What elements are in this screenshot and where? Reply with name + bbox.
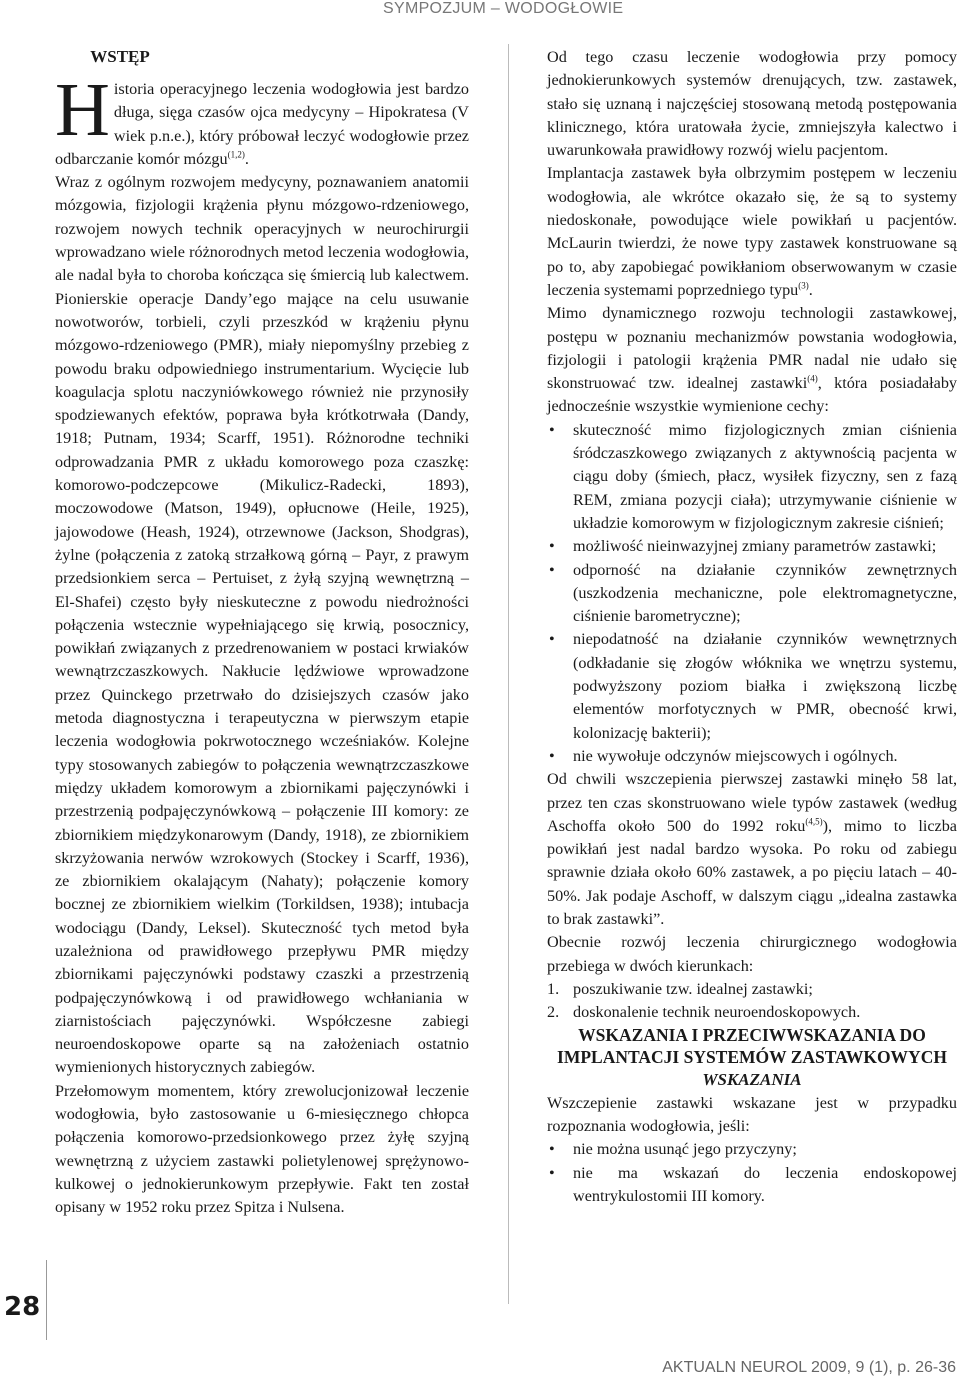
- page-number: 28: [4, 1292, 41, 1322]
- ideal-valve-text: Mimo dynamicznego rozwoju technologii zastawkowej, postępu w poznaniu mechanizmów powstania wodogłowia, fizjologii i patologii krążenia PMR nadal nie udało się skonstruować tzw. idealnej zastawki: [547, 304, 957, 393]
- complications-text: Od chwili wszczepienia pierwszej zastawki minęło 58 lat, przez ten czas skonstruowano wiele typów zastawek (według Aschoffa około 500 do 1992 roku: [547, 770, 957, 835]
- list-item: • możliwość nieinwazyjnej zmiany parametrów zastawki;: [547, 535, 957, 558]
- list-item: • odporność na działanie czynników zewnętrznych (uszkodzenia mechaniczne, pole elektromagnetyczne, ciśnienie barometryczne);: [547, 559, 957, 629]
- intro-paragraph: Historia operacyjnego leczenia wodogłowia jest bardzo długa, sięga czasów ojca medycyny – Hipokratesa (V wiek p.n.e.), który próbował leczyć wodogłowie przez odbarczanie komór mózgu$^{(1,2)}$.: [55, 68, 469, 168]
- list-item: • nie wywołuje odczynów miejscowych i ogólnych.: [547, 745, 957, 768]
- drop-cap: H: [55, 68, 110, 152]
- valve-features-list: [547, 419, 957, 768]
- running-head: SYMPOZJUM – WODOGŁOWIE: [383, 0, 624, 17]
- list-item: • nie ma wskazań do leczenia endoskopowej wentrykulostomii III komory.: [547, 1162, 957, 1209]
- history-paragraph: Wraz z ogólnym rozwojem medycyny, poznawaniem anatomii mózgowia, fizjologii krążenia płynu mózgowo-rdzeniowego, rozwojem nowych technik operacyjnych w neurochirurgii wprowadzano wiele różnorodnych metod leczenia wodogłowia, ale nadal była to choroba kończąca się śmiercią lub kalectwem. Pionierskie operacje Dandy’ego mające na celu usuwanie nowotworów, torbieli, czyli przeszkód w krążeniu płynu mózgowo-rdzeniowego (PMR), miały niepomyślny przebieg z powodu braku odpowiedniego instrumentarium. Wycięcie lub koagulacja splotu naczyniówkowego również nie przynosiły spodziewanych efektów, poprawa była krótkotrwała (Dandy, 1918; Putnam, 1934; Scarff, 1951). Różnorodne techniki odprowadzania PMR z układu komorowego poza czaszkę: komorowo-podczepcowe (Mikulicz-Radecki, 1893), moczowodowe (Matson, 1949), opłucnowe (Heile, 1925), jajowodowe (Heash, 1924), otrzewnowe (Jackson, Shodgras), żylne (połączenia z zatoką strzałkową górną – Payr, z prawym przedsionkiem serca – Pertuiset, z żyłą szyjną wewnętrzną – El-Shafei) często były nieskuteczne z powodu niedrożności połączenia wstecznie wypełniającego się krwią, posocznicy, powikłań związanych z przedrenowaniem w postaci krwiaków wewnątrzczaszkowych. Nakłucie lędźwiowe wprowadzone przez Quinckego przetrwało do dzisiejszych czasów jako metoda diagnostyczna i terapeutyczna w pierwszym etapie leczenia wodogłowia pokrwotocznego wcześniaków. Kolejne typy stosowanych zabiegów to połączenia wewnątrzczaszkowe między układem komorowym a zbiornikami pajęczynówki i przestrzenią podpajęczynówkową – połączenie III komory: ze zbiornikiem międzykonarowym (Dandy, 1918), ze zbiornikiem skrzyżowania nerwów wzrokowych (Stockey i Scarff, 1936), ze zbiornikiem okalającym (Nahaty); połączenie komory bocznej ze zbiornikiem wielkim (Torkildsen, 1938); intubacja wodociągu (Dandy, Leksel). Skuteczność tych metod była uzależniona od prawidłowego przepływu PMR między zbiornikami pajęczynówki podstawy czaszki a przestrzenią podpajęczynówkową i od prawidłowego wchłaniania w ziarnistościach pajęczynówki. Współczesne zabiegi neuroendoskopowe oparte są na założeniach ostatnio wymienionych historycznych zabiegów.: [55, 173, 469, 1077]
- intro-reference: (1,2): [227, 149, 245, 160]
- directions-paragraph: Obecnie rozwój leczenia chirurgicznego wodogłowia przebiega w dwóch kierunkach:: [547, 933, 957, 975]
- indications-paragraph: Wszczepienie zastawki wskazane jest w przypadku rozpoznania wodogłowia, jeśli:: [547, 1093, 957, 1136]
- ideal-valve-reference: (4): [807, 373, 818, 384]
- indications-list: [547, 1138, 957, 1208]
- list-item: 1. poszukiwanie tzw. idealnej zastawki;: [547, 979, 813, 998]
- implantation-reference: (3): [798, 280, 809, 291]
- ideal-valve-paragraph: [547, 302, 957, 418]
- shunt-history-paragraph: Od tego czasu leczenie wodogłowia przy pomocy jednokierunkowych systemów drenujących, tzw. zastawek, stało się uznaną i najczęściej stosowaną metodą postępowania klinicznego, która uratowała życie, zmniejszyła kalectwo i uwarunkowała prawidłowy rozwój wielu pacjentom.: [547, 48, 957, 160]
- directions-list: [547, 978, 957, 1025]
- subsection-heading: WSKAZANIA: [702, 1070, 802, 1090]
- implantation-text: Implantacja zastawek była olbrzymim postępem w leczeniu wodogłowia, ale wkrótce okazało się, że są to systemy niedoskonałe, powodujące wiele powikłań u pacjentów. McLaurin twierdzi, że nowe typy zastawek konstruowane są po to, aby zapobiegać powikłaniom obserwowanym w czasie leczenia systemami poprzedniego typu: [547, 164, 957, 299]
- left-column: [55, 46, 469, 1220]
- list-item: • nie można usunąć jego przyczyny;: [547, 1138, 957, 1161]
- list-item: • niepodatność na działanie czynników wewnętrznych (odkładanie się złogów włóknika we wnętrzu systemu, podwyższony poziom białka i zwiększoną liczbę elementów morfotycznych w PMR, obecność krwi, kolonizację bakterii);: [547, 628, 957, 744]
- complications-end: ), mimo to liczba powikłań jest nadal bardzo wysoka. Po roku od zabiegu sprawnie działa około 60% zastawek, a po pięciu latach – 40-50%. Jak podaje Aschoff, w dalszym ciągu „idealna zastawka to brak zastawki”.: [547, 816, 957, 928]
- page-number-rule: [46, 1260, 47, 1340]
- intro-text: istoria operacyjnego leczenia wodogłowia jest bardzo długa, sięga czasów ojca medycyny – Hipokratesa (V wiek p.n.e.), który próbował leczyć wodogłowie przez odbarczanie komór mózgu: [55, 80, 469, 168]
- complications-paragraph: [547, 768, 957, 931]
- ideal-valve-end: , która posiadałaby jednocześnie wszystkie wymienione cechy:: [547, 374, 958, 416]
- section-heading-intro: WSTĘP: [90, 47, 150, 66]
- implantation-paragraph: [547, 162, 957, 302]
- journal-citation: AKTUALN NEUROL 2009, 9 (1), p. 26-36: [662, 1359, 956, 1376]
- breakthrough-paragraph: Przełomowym momentem, który zrewolucjonizował leczenie wodogłowia, było zastosowanie u 6-miesięcznego chłopca połączenia komorowo-przedsionkowego przez żyłę szyjną wewnętrzną z użyciem zastawki polietylenowej sprężynowo-kulkowej o jednokierunkowym przepływie. Fakt ten został opisany w 1952 roku przez Spitza i Nulsena.: [55, 1081, 469, 1217]
- list-item: 2. doskonalenie technik neuroendoskopowych.: [547, 1003, 861, 1022]
- complications-reference: (4,5): [805, 816, 823, 827]
- section-heading-indications: WSKAZANIA I PRZECIWWSKAZANIA DO IMPLANTACJI SYSTEMÓW ZASTAWKOWYCH: [557, 1025, 947, 1068]
- column-divider: [508, 44, 509, 1304]
- implantation-end: .: [808, 280, 813, 299]
- list-item: • skuteczność mimo fizjologicznych zmian ciśnienia śródczaszkowego związanych z aktywnością pacjenta w ciągu doby (śmiech, płacz, wysiłek fizyczny, sen z fazą REM, zmiana pozycji ciała); utrzymywanie ciśnienie w układzie komorowym w fizjologicznym zakresie ciśnień;: [547, 419, 957, 535]
- right-column: [547, 46, 957, 1208]
